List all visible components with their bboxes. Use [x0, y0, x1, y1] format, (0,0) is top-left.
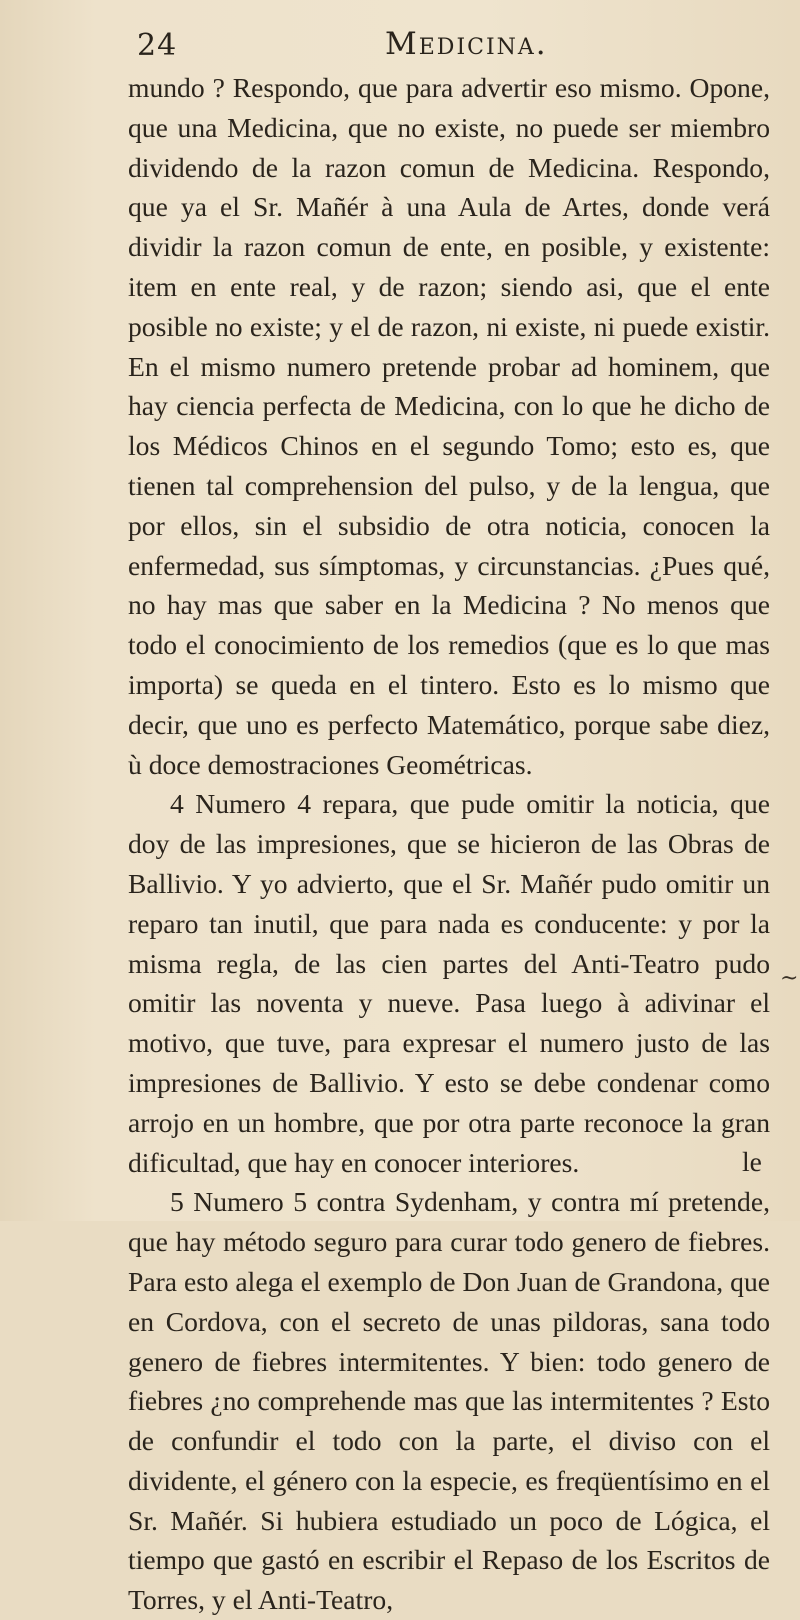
paragraph-numero-5: 5 Numero 5 contra Sydenham, y contra mí pretende, que hay método seguro para curar todo genero de fiebres. Para esto alega el exemplo de Don Juan de Grandona, que en Cordova, con el secreto de unas pildoras, sana todo genero de fiebres intermitentes. Y bien: todo genero de fiebres ¿no comprehende mas que las intermitentes ? Esto de confundir el todo con la parte, el diviso con el dividente, el género con la especie, es freqüentísimo en el Sr. Mañér. Si hubiera estudiado un poco de Lógica, el tiempo que gastó en escribir el Repaso de los Escritos de Torres, y el Anti-Teatro, — [128, 1186, 770, 1616]
page-header — [0, 20, 800, 64]
page-number: 24 — [137, 28, 178, 63]
paragraph-numero-4: 4 Numero 4 repara, que pude omitir la noticia, que doy de las impresiones, que se hicieron de las Obras de Ballivio. Y yo advierto, que el Sr. Mañér pudo omitir un reparo tan inutil, que para nada es conducente: y por la misma regla, de las cien partes del Anti-Teatro pudo omitir las noventa y nueve. Pasa luego à adivinar el motivo, que tuve, para expresar el numero justo de las impresiones de Ballivio. Y esto se debe condenar como arrojo en un hombre, que por otra parte reconoce la gran dificultad, que hay en conocer interiores. — [128, 788, 770, 1178]
margin-mark: ~ — [780, 966, 799, 991]
body-text — [128, 68, 770, 1620]
paragraph-continuation: mundo ? Respondo, que para advertir eso mismo. Opone, que una Medicina, que no existe, no puede ser miembro dividendo de la razon comun de Medicina. Respondo, que ya el Sr. Mañér à una Aula de Artes, donde verá dividir la razon comun de ente, en posible, y existente: item en ente real, y de razon; siendo asi, que el ente posible no existe; y el de razon, ni existe, ni puede existir. En el mismo numero pretende probar ad hominem, que hay ciencia perfecta de Medicina, con lo que he dicho de los Médicos Chinos en el segundo Tomo; esto es, que tienen tal comprehension del pulso, y de la lengua, que por ellos, sin el subsidio de otra noticia, conocen la enfermedad, sus símptomas, y circunstancias. ¿Pues qué, no hay mas que saber en la Medicina ? No menos que todo el conocimiento de los remedios (que es lo que mas importa) se queda en el tintero. Esto es lo mismo que decir, que uno es perfecto Matemático, porque sabe diez, ù doce demostraciones Geométricas. — [128, 72, 770, 780]
running-head: Medicina. — [385, 26, 548, 62]
catchword: le — [742, 1146, 762, 1177]
